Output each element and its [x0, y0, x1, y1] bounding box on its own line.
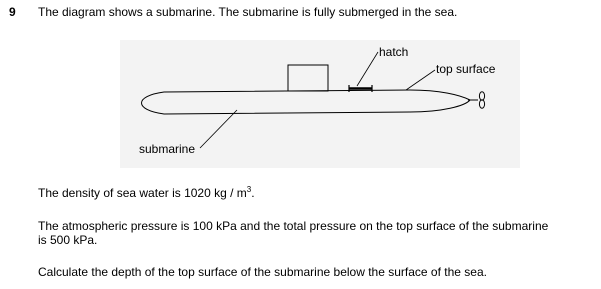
propeller-lower-blade [479, 100, 484, 108]
submarine-diagram [120, 40, 520, 168]
submarine-label: submarine [139, 142, 196, 156]
pressure-statement-line1: The atmospheric pressure is 100 kPa and the total pressure on the top surface of the submarine [38, 219, 549, 233]
density-exponent: 3 [246, 185, 252, 194]
top-surface-leader [406, 70, 435, 90]
question-number: 9 [9, 5, 16, 19]
density-suffix: . [251, 186, 255, 200]
hatch-label: hatch [379, 45, 409, 59]
density-statement [38, 186, 255, 200]
task-statement: Calculate the depth of the top surface of the submarine below the surface of the sea. [38, 265, 487, 279]
hatch-leader [357, 52, 378, 86]
submarine-diagram-svg [120, 40, 520, 168]
question-stem: The diagram shows a submarine. The submarine is fully submerged in the sea. [38, 5, 458, 19]
submarine-hull [142, 90, 471, 114]
top-surface-label: top surface [436, 62, 496, 76]
submarine-leader [200, 110, 237, 148]
propeller-upper-blade [479, 92, 484, 100]
density-prefix: The density of sea water is 1020 kg / m [38, 186, 247, 200]
conning-tower [288, 65, 328, 91]
pressure-statement-line2: is 500 kPa. [38, 233, 98, 247]
